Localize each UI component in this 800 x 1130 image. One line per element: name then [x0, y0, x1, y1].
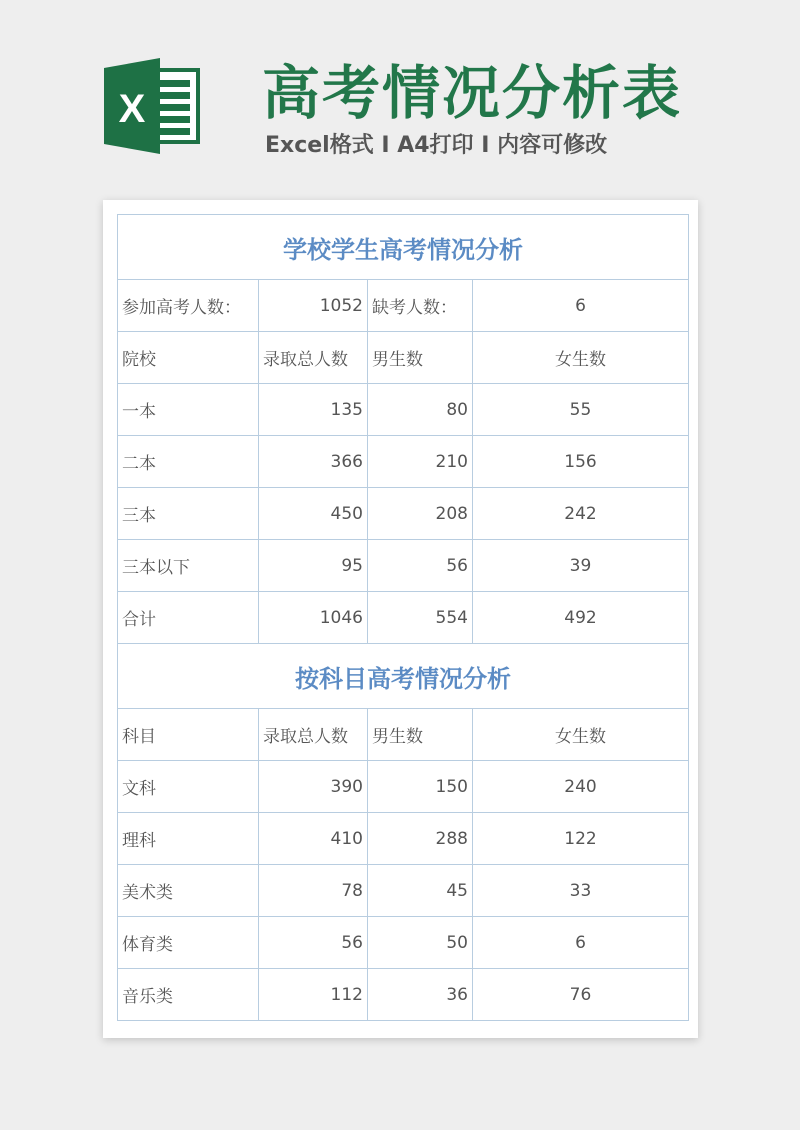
table-row — [118, 813, 689, 865]
table-cell[interactable]: 1046 — [259, 592, 368, 644]
table-cell[interactable]: 56 — [259, 917, 368, 969]
table-cell[interactable]: 二本 — [118, 436, 259, 488]
table-cell[interactable]: 三本 — [118, 488, 259, 540]
table-cell[interactable]: 210 — [368, 436, 473, 488]
table-cell[interactable]: 33 — [473, 865, 689, 917]
participants-value[interactable]: 1052 — [259, 280, 368, 332]
table-cell[interactable]: 95 — [259, 540, 368, 592]
header-cell[interactable]: 男生数 — [368, 709, 473, 761]
table-row — [118, 488, 689, 540]
table1-title-row — [118, 215, 689, 280]
table-cell[interactable]: 410 — [259, 813, 368, 865]
table-cell[interactable]: 39 — [473, 540, 689, 592]
table-cell[interactable]: 76 — [473, 969, 689, 1021]
analysis-table — [117, 214, 689, 1021]
table-cell[interactable]: 合计 — [118, 592, 259, 644]
header-cell[interactable]: 女生数 — [473, 332, 689, 384]
table-cell[interactable]: 240 — [473, 761, 689, 813]
table-cell[interactable]: 一本 — [118, 384, 259, 436]
table-cell[interactable]: 288 — [368, 813, 473, 865]
total-row — [118, 592, 689, 644]
table-row — [118, 969, 689, 1021]
table-cell[interactable]: 45 — [368, 865, 473, 917]
table1-header-row — [118, 332, 689, 384]
summary-row — [118, 280, 689, 332]
absent-label[interactable]: 缺考人数： — [368, 280, 473, 332]
table-cell[interactable]: 文科 — [118, 761, 259, 813]
table-row — [118, 761, 689, 813]
spreadsheet-page — [103, 200, 698, 1038]
absent-value[interactable]: 6 — [473, 280, 689, 332]
table-row — [118, 384, 689, 436]
table-cell[interactable]: 体育类 — [118, 917, 259, 969]
table-cell[interactable]: 36 — [368, 969, 473, 1021]
excel-icon — [104, 58, 202, 154]
table-row — [118, 436, 689, 488]
table-cell[interactable]: 208 — [368, 488, 473, 540]
page-title: 高考情况分析表 — [262, 59, 683, 127]
header-cell[interactable]: 录取总人数 — [259, 709, 368, 761]
table-cell[interactable]: 390 — [259, 761, 368, 813]
table1-title[interactable]: 学校学生高考情况分析 — [118, 215, 689, 280]
header — [0, 0, 800, 200]
table-cell[interactable]: 音乐类 — [118, 969, 259, 1021]
header-cell[interactable]: 科目 — [118, 709, 259, 761]
table-cell[interactable]: 理科 — [118, 813, 259, 865]
table-cell[interactable]: 美术类 — [118, 865, 259, 917]
table-cell[interactable]: 55 — [473, 384, 689, 436]
header-cell[interactable]: 男生数 — [368, 332, 473, 384]
table-cell[interactable]: 56 — [368, 540, 473, 592]
table-cell[interactable]: 122 — [473, 813, 689, 865]
table-cell[interactable]: 450 — [259, 488, 368, 540]
table-cell[interactable]: 112 — [259, 969, 368, 1021]
logo-letter: X — [118, 87, 146, 131]
table-cell[interactable]: 三本以下 — [118, 540, 259, 592]
table2-title[interactable]: 按科目高考情况分析 — [118, 644, 689, 709]
table-cell[interactable]: 150 — [368, 761, 473, 813]
table-cell[interactable]: 156 — [473, 436, 689, 488]
header-cell[interactable]: 院校 — [118, 332, 259, 384]
table-row — [118, 917, 689, 969]
table-cell[interactable]: 135 — [259, 384, 368, 436]
header-cell[interactable]: 女生数 — [473, 709, 689, 761]
table-cell[interactable]: 6 — [473, 917, 689, 969]
table-cell[interactable]: 78 — [259, 865, 368, 917]
table-row — [118, 540, 689, 592]
table-cell[interactable]: 80 — [368, 384, 473, 436]
table2-title-row — [118, 644, 689, 709]
table-cell[interactable]: 492 — [473, 592, 689, 644]
table-cell[interactable]: 242 — [473, 488, 689, 540]
participants-label[interactable]: 参加高考人数： — [118, 280, 259, 332]
table2-header-row — [118, 709, 689, 761]
table-row — [118, 865, 689, 917]
header-cell[interactable]: 录取总人数 — [259, 332, 368, 384]
table-cell[interactable]: 366 — [259, 436, 368, 488]
table-cell[interactable]: 554 — [368, 592, 473, 644]
table-cell[interactable]: 50 — [368, 917, 473, 969]
page-subtitle: Excel格式 I A4打印 I 内容可修改 — [265, 133, 608, 158]
